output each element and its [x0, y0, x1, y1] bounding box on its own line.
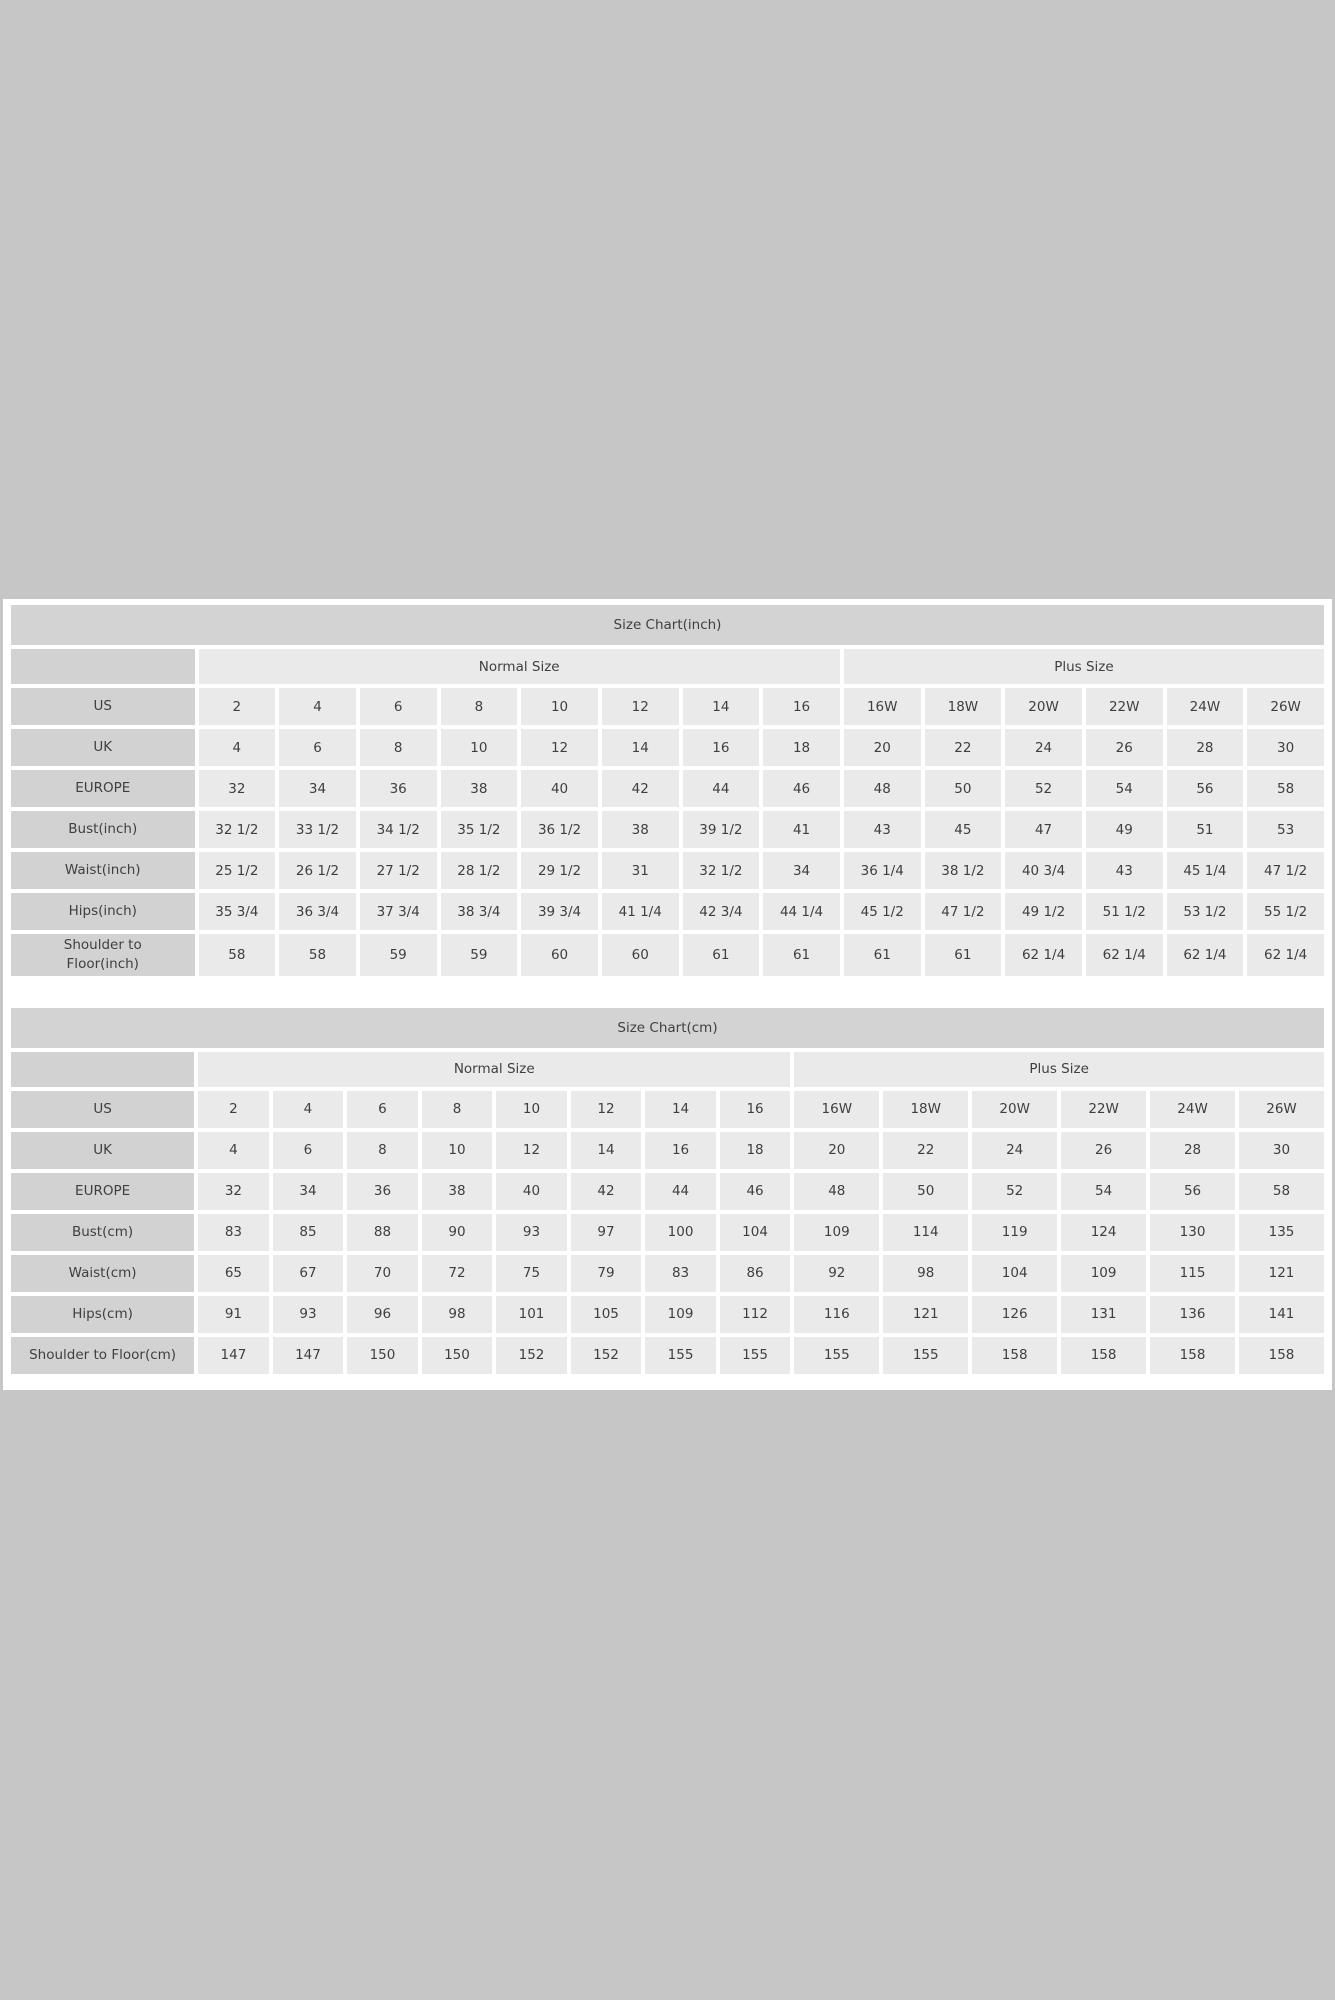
size-value-cell: 93 [496, 1214, 567, 1251]
size-value-cell: 34 1/2 [360, 811, 437, 848]
size-value-cell: 40 [521, 770, 598, 807]
size-value-cell: 31 [602, 852, 679, 889]
row-label: Shoulder to Floor(inch) [11, 934, 195, 976]
size-group-header: Normal Size [199, 649, 840, 684]
size-chart-table-cm [7, 1004, 1328, 1378]
size-value-cell: 46 [720, 1173, 791, 1210]
size-value-cell: 26W [1239, 1091, 1324, 1128]
size-value-cell: 119 [972, 1214, 1057, 1251]
size-value-cell: 26 [1061, 1132, 1146, 1169]
size-value-cell: 4 [273, 1091, 344, 1128]
size-value-cell: 98 [422, 1296, 493, 1333]
size-value-cell: 14 [571, 1132, 642, 1169]
size-value-cell: 16 [683, 729, 760, 766]
size-value-cell: 6 [360, 688, 437, 725]
size-value-cell: 93 [273, 1296, 344, 1333]
size-value-cell: 52 [1005, 770, 1082, 807]
size-value-cell: 42 [571, 1173, 642, 1210]
size-value-cell: 24 [972, 1132, 1057, 1169]
size-value-cell: 12 [496, 1132, 567, 1169]
size-value-cell: 16 [763, 688, 840, 725]
size-value-cell: 12 [602, 688, 679, 725]
size-value-cell: 61 [844, 934, 921, 976]
size-value-cell: 28 [1150, 1132, 1235, 1169]
size-value-cell: 48 [794, 1173, 879, 1210]
size-value-cell: 12 [571, 1091, 642, 1128]
size-value-cell: 60 [602, 934, 679, 976]
size-value-cell: 54 [1086, 770, 1163, 807]
table-row [11, 1173, 1324, 1210]
size-value-cell: 36 1/4 [844, 852, 921, 889]
size-value-cell: 72 [422, 1255, 493, 1292]
size-value-cell: 8 [441, 688, 518, 725]
size-value-cell: 155 [794, 1337, 879, 1374]
size-value-cell: 98 [883, 1255, 968, 1292]
size-value-cell: 62 1/4 [1005, 934, 1082, 976]
size-value-cell: 18 [763, 729, 840, 766]
size-value-cell: 39 3/4 [521, 893, 598, 930]
size-value-cell: 18W [883, 1091, 968, 1128]
size-value-cell: 6 [279, 729, 356, 766]
size-value-cell: 35 3/4 [199, 893, 276, 930]
size-value-cell: 88 [347, 1214, 418, 1251]
size-value-cell: 18W [925, 688, 1002, 725]
size-value-cell: 112 [720, 1296, 791, 1333]
size-value-cell: 48 [844, 770, 921, 807]
size-value-cell: 104 [720, 1214, 791, 1251]
size-value-cell: 44 [645, 1173, 716, 1210]
size-value-cell: 41 1/4 [602, 893, 679, 930]
size-value-cell: 104 [972, 1255, 1057, 1292]
size-value-cell: 150 [422, 1337, 493, 1374]
size-value-cell: 45 [925, 811, 1002, 848]
size-value-cell: 85 [273, 1214, 344, 1251]
size-value-cell: 130 [1150, 1214, 1235, 1251]
size-value-cell: 32 [198, 1173, 269, 1210]
size-value-cell: 28 1/2 [441, 852, 518, 889]
size-value-cell: 16 [720, 1091, 791, 1128]
size-value-cell: 55 1/2 [1247, 893, 1324, 930]
size-value-cell: 38 1/2 [925, 852, 1002, 889]
size-value-cell: 116 [794, 1296, 879, 1333]
size-value-cell: 38 [602, 811, 679, 848]
size-value-cell: 92 [794, 1255, 879, 1292]
size-value-cell: 34 [273, 1173, 344, 1210]
size-value-cell: 47 1/2 [1247, 852, 1324, 889]
size-value-cell: 4 [198, 1132, 269, 1169]
size-value-cell: 70 [347, 1255, 418, 1292]
size-value-cell: 20W [972, 1091, 1057, 1128]
table-row [11, 1255, 1324, 1292]
size-value-cell: 51 [1167, 811, 1244, 848]
size-value-cell: 121 [1239, 1255, 1324, 1292]
table-row [11, 1296, 1324, 1333]
size-value-cell: 26W [1247, 688, 1324, 725]
size-value-cell: 58 [1239, 1173, 1324, 1210]
size-value-cell: 32 1/2 [199, 811, 276, 848]
size-value-cell: 152 [571, 1337, 642, 1374]
size-group-header: Plus Size [794, 1052, 1324, 1087]
size-value-cell: 6 [273, 1132, 344, 1169]
size-value-cell: 22 [925, 729, 1002, 766]
size-value-cell: 36 3/4 [279, 893, 356, 930]
row-label: Bust(cm) [11, 1214, 194, 1251]
size-value-cell: 43 [844, 811, 921, 848]
size-chart-table-inch [7, 601, 1328, 980]
size-value-cell: 8 [360, 729, 437, 766]
size-value-cell: 50 [925, 770, 1002, 807]
size-value-cell: 22W [1086, 688, 1163, 725]
size-value-cell: 155 [883, 1337, 968, 1374]
size-value-cell: 50 [883, 1173, 968, 1210]
size-value-cell: 8 [422, 1091, 493, 1128]
size-value-cell: 44 1/4 [763, 893, 840, 930]
size-value-cell: 22W [1061, 1091, 1146, 1128]
size-value-cell: 150 [347, 1337, 418, 1374]
size-value-cell: 40 3/4 [1005, 852, 1082, 889]
size-value-cell: 10 [521, 688, 598, 725]
size-value-cell: 67 [273, 1255, 344, 1292]
size-value-cell: 136 [1150, 1296, 1235, 1333]
row-label: Waist(inch) [11, 852, 195, 889]
size-value-cell: 61 [925, 934, 1002, 976]
size-value-cell: 124 [1061, 1214, 1146, 1251]
row-label: EUROPE [11, 770, 195, 807]
size-value-cell: 58 [199, 934, 276, 976]
size-value-cell: 10 [422, 1132, 493, 1169]
table-row [11, 811, 1324, 848]
size-value-cell: 4 [199, 729, 276, 766]
size-value-cell: 20 [844, 729, 921, 766]
size-value-cell: 10 [496, 1091, 567, 1128]
size-value-cell: 47 [1005, 811, 1082, 848]
size-value-cell: 36 [360, 770, 437, 807]
size-value-cell: 20 [794, 1132, 879, 1169]
size-value-cell: 158 [1239, 1337, 1324, 1374]
size-value-cell: 25 1/2 [199, 852, 276, 889]
size-value-cell: 51 1/2 [1086, 893, 1163, 930]
chart-title: Size Chart(inch) [11, 605, 1324, 645]
size-value-cell: 33 1/2 [279, 811, 356, 848]
size-value-cell: 86 [720, 1255, 791, 1292]
size-value-cell: 114 [883, 1214, 968, 1251]
size-value-cell: 58 [1247, 770, 1324, 807]
size-value-cell: 90 [422, 1214, 493, 1251]
row-label: EUROPE [11, 1173, 194, 1210]
size-value-cell: 43 [1086, 852, 1163, 889]
size-value-cell: 121 [883, 1296, 968, 1333]
table-row [11, 893, 1324, 930]
size-value-cell: 59 [360, 934, 437, 976]
table-row [11, 934, 1324, 976]
size-value-cell: 45 1/4 [1167, 852, 1244, 889]
size-value-cell: 40 [496, 1173, 567, 1210]
size-value-cell: 36 [347, 1173, 418, 1210]
size-value-cell: 56 [1167, 770, 1244, 807]
row-label: Hips(cm) [11, 1296, 194, 1333]
size-value-cell: 141 [1239, 1296, 1324, 1333]
size-value-cell: 44 [683, 770, 760, 807]
size-value-cell: 109 [794, 1214, 879, 1251]
size-value-cell: 16 [645, 1132, 716, 1169]
size-value-cell: 45 1/2 [844, 893, 921, 930]
size-value-cell: 158 [1061, 1337, 1146, 1374]
size-value-cell: 47 1/2 [925, 893, 1002, 930]
row-label: UK [11, 729, 195, 766]
size-value-cell: 14 [602, 729, 679, 766]
size-value-cell: 24W [1167, 688, 1244, 725]
table-row [11, 852, 1324, 889]
row-label: US [11, 688, 195, 725]
tables-divider [7, 980, 1328, 1004]
size-value-cell: 62 1/4 [1086, 934, 1163, 976]
table-row [11, 1214, 1324, 1251]
size-charts-card [3, 599, 1332, 1390]
size-value-cell: 79 [571, 1255, 642, 1292]
table-row [11, 770, 1324, 807]
size-value-cell: 147 [273, 1337, 344, 1374]
size-value-cell: 2 [198, 1091, 269, 1128]
table-row [11, 1132, 1324, 1169]
size-value-cell: 36 1/2 [521, 811, 598, 848]
size-value-cell: 49 [1086, 811, 1163, 848]
size-value-cell: 39 1/2 [683, 811, 760, 848]
corner-header-cell [11, 1052, 194, 1087]
size-value-cell: 60 [521, 934, 598, 976]
size-value-cell: 16W [844, 688, 921, 725]
size-value-cell: 155 [720, 1337, 791, 1374]
size-value-cell: 56 [1150, 1173, 1235, 1210]
size-value-cell: 158 [972, 1337, 1057, 1374]
size-value-cell: 6 [347, 1091, 418, 1128]
row-label: US [11, 1091, 194, 1128]
size-group-header: Plus Size [844, 649, 1324, 684]
size-value-cell: 109 [645, 1296, 716, 1333]
size-value-cell: 46 [763, 770, 840, 807]
size-value-cell: 38 [422, 1173, 493, 1210]
size-value-cell: 38 3/4 [441, 893, 518, 930]
size-value-cell: 135 [1239, 1214, 1324, 1251]
size-value-cell: 24W [1150, 1091, 1235, 1128]
size-value-cell: 32 [199, 770, 276, 807]
row-label: UK [11, 1132, 194, 1169]
chart-title: Size Chart(cm) [11, 1008, 1324, 1048]
row-label: Bust(inch) [11, 811, 195, 848]
size-value-cell: 96 [347, 1296, 418, 1333]
size-value-cell: 12 [521, 729, 598, 766]
size-value-cell: 115 [1150, 1255, 1235, 1292]
size-value-cell: 29 1/2 [521, 852, 598, 889]
size-value-cell: 28 [1167, 729, 1244, 766]
table-row [11, 688, 1324, 725]
size-value-cell: 4 [279, 688, 356, 725]
size-value-cell: 91 [198, 1296, 269, 1333]
size-value-cell: 41 [763, 811, 840, 848]
row-label: Waist(cm) [11, 1255, 194, 1292]
size-value-cell: 30 [1247, 729, 1324, 766]
size-value-cell: 14 [683, 688, 760, 725]
size-value-cell: 109 [1061, 1255, 1146, 1292]
size-value-cell: 53 1/2 [1167, 893, 1244, 930]
size-value-cell: 18 [720, 1132, 791, 1169]
table-row [11, 1091, 1324, 1128]
size-value-cell: 20W [1005, 688, 1082, 725]
size-value-cell: 38 [441, 770, 518, 807]
size-value-cell: 37 3/4 [360, 893, 437, 930]
row-label: Hips(inch) [11, 893, 195, 930]
size-value-cell: 62 1/4 [1247, 934, 1324, 976]
size-value-cell: 14 [645, 1091, 716, 1128]
size-value-cell: 32 1/2 [683, 852, 760, 889]
size-value-cell: 61 [763, 934, 840, 976]
size-value-cell: 155 [645, 1337, 716, 1374]
size-value-cell: 100 [645, 1214, 716, 1251]
size-value-cell: 101 [496, 1296, 567, 1333]
size-value-cell: 83 [198, 1214, 269, 1251]
size-value-cell: 26 1/2 [279, 852, 356, 889]
size-value-cell: 97 [571, 1214, 642, 1251]
size-value-cell: 22 [883, 1132, 968, 1169]
size-value-cell: 105 [571, 1296, 642, 1333]
size-value-cell: 58 [279, 934, 356, 976]
size-value-cell: 152 [496, 1337, 567, 1374]
size-value-cell: 8 [347, 1132, 418, 1169]
size-value-cell: 34 [763, 852, 840, 889]
size-value-cell: 24 [1005, 729, 1082, 766]
size-value-cell: 65 [198, 1255, 269, 1292]
size-value-cell: 35 1/2 [441, 811, 518, 848]
size-value-cell: 62 1/4 [1167, 934, 1244, 976]
size-value-cell: 147 [198, 1337, 269, 1374]
size-value-cell: 30 [1239, 1132, 1324, 1169]
size-value-cell: 42 3/4 [683, 893, 760, 930]
size-value-cell: 27 1/2 [360, 852, 437, 889]
size-value-cell: 26 [1086, 729, 1163, 766]
size-value-cell: 59 [441, 934, 518, 976]
size-value-cell: 131 [1061, 1296, 1146, 1333]
size-value-cell: 42 [602, 770, 679, 807]
size-value-cell: 75 [496, 1255, 567, 1292]
size-value-cell: 52 [972, 1173, 1057, 1210]
size-value-cell: 2 [199, 688, 276, 725]
size-value-cell: 158 [1150, 1337, 1235, 1374]
row-label: Shoulder to Floor(cm) [11, 1337, 194, 1374]
size-group-header: Normal Size [198, 1052, 790, 1087]
corner-header-cell [11, 649, 195, 684]
size-value-cell: 34 [279, 770, 356, 807]
size-value-cell: 53 [1247, 811, 1324, 848]
table-row [11, 729, 1324, 766]
size-value-cell: 16W [794, 1091, 879, 1128]
size-value-cell: 54 [1061, 1173, 1146, 1210]
size-value-cell: 126 [972, 1296, 1057, 1333]
size-value-cell: 10 [441, 729, 518, 766]
size-value-cell: 61 [683, 934, 760, 976]
size-value-cell: 83 [645, 1255, 716, 1292]
table-row [11, 1337, 1324, 1374]
size-value-cell: 49 1/2 [1005, 893, 1082, 930]
